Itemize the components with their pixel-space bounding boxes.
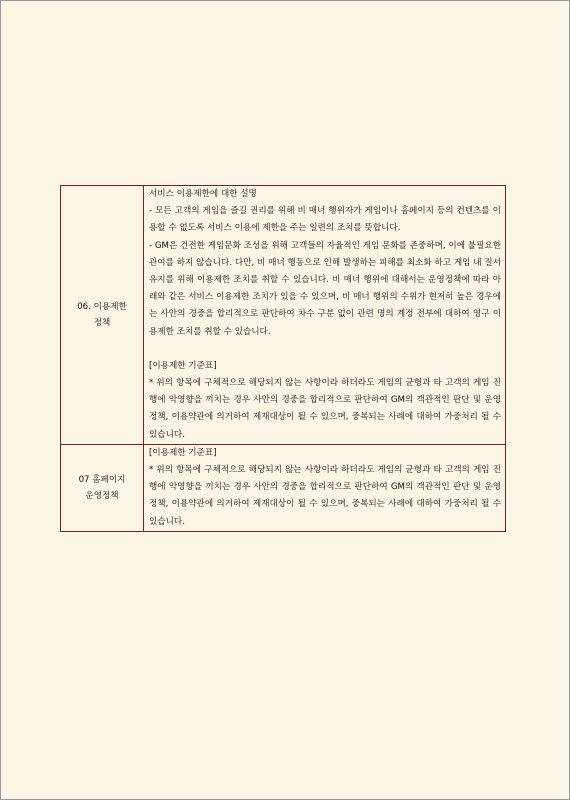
criteria-text: * 위의 항목에 구체적으로 해당되지 않는 사항이라 하더라도 게임의 균형과 타 고객의 게임 진행에 악영향을 끼치는 경우 사안의 경중을 합리적으로 판단하여 GM의 객관적인 판단 및 운영정책, 이용약관에 의거하여 제재대상이 될 수 있으며, 중복되는 사례에 대하여 가중처리 될 수 있습니다. [149, 465, 501, 527]
policy-table [60, 185, 506, 532]
criteria-title: [이용제한 기준표] [149, 360, 217, 371]
row-label-cell [61, 186, 144, 445]
row-label-line2: 운영정책 [85, 490, 119, 501]
criteria-text: * 위의 항목에 구체적으로 해당되지 않는 사항이라 하더라도 게임의 균형과 타 고객의 게임 진행에 악영향을 끼치는 경우 사안의 경중을 합리적으로 판단하여 GM의 객관적인 판단 및 운영정책, 이용약관에 의거하여 제재대상이 될 수 있으며, 중복되는 사례에 대하여 가중처리 될 수 있습니다. [149, 378, 501, 440]
row-label-cell [61, 444, 144, 531]
row-label-line2: 정책 [93, 317, 111, 328]
row-content-cell [144, 444, 506, 531]
spacer [149, 341, 501, 358]
row-content-cell [144, 186, 506, 445]
table-row [61, 444, 506, 531]
row-label-line1: 06. 이용제한 [77, 301, 127, 312]
paragraph: - 모든 고객의 게임을 즐길 권리를 위해 비 매너 행위자가 게임이나 홈페이지 등의 컨텐츠를 이용할 수 없도록 서비스 이용에 제한을 주는 일련의 조치를 뜻합니다. [149, 206, 501, 234]
row-label-line1: 07 홈페이지 [78, 474, 126, 485]
table-row [61, 186, 506, 445]
section-heading: 서비스 이용제한에 대한 설명 [149, 189, 257, 199]
criteria-title: [이용제한 기준표] [149, 447, 217, 458]
paragraph: - GM은 건전한 게임문화 조성을 위해 고객들의 자율적인 게임 문화를 존중하며, 이에 불필요한 관여를 하지 않습니다. 다만, 비 매너 행동으로 인해 발생하는 피해를 최소화 하고 게임 내 질서유지를 위해 이용제한 조치를 취할 수 있습니다. 비 매너 행위에 대해서는 운영정책에 따라 아래와 같은 서비스 이용제한 조치가 있을 수 있으며, 비 매너 행위의 수위가 현저히 높은 경우에는 사안의 경중을 합리적으로 판단하여 차수 구분 없이 관련 명의 계정 전부에 대하여 영구 이용제한 조치를 취할 수 있습니다. [149, 240, 501, 337]
